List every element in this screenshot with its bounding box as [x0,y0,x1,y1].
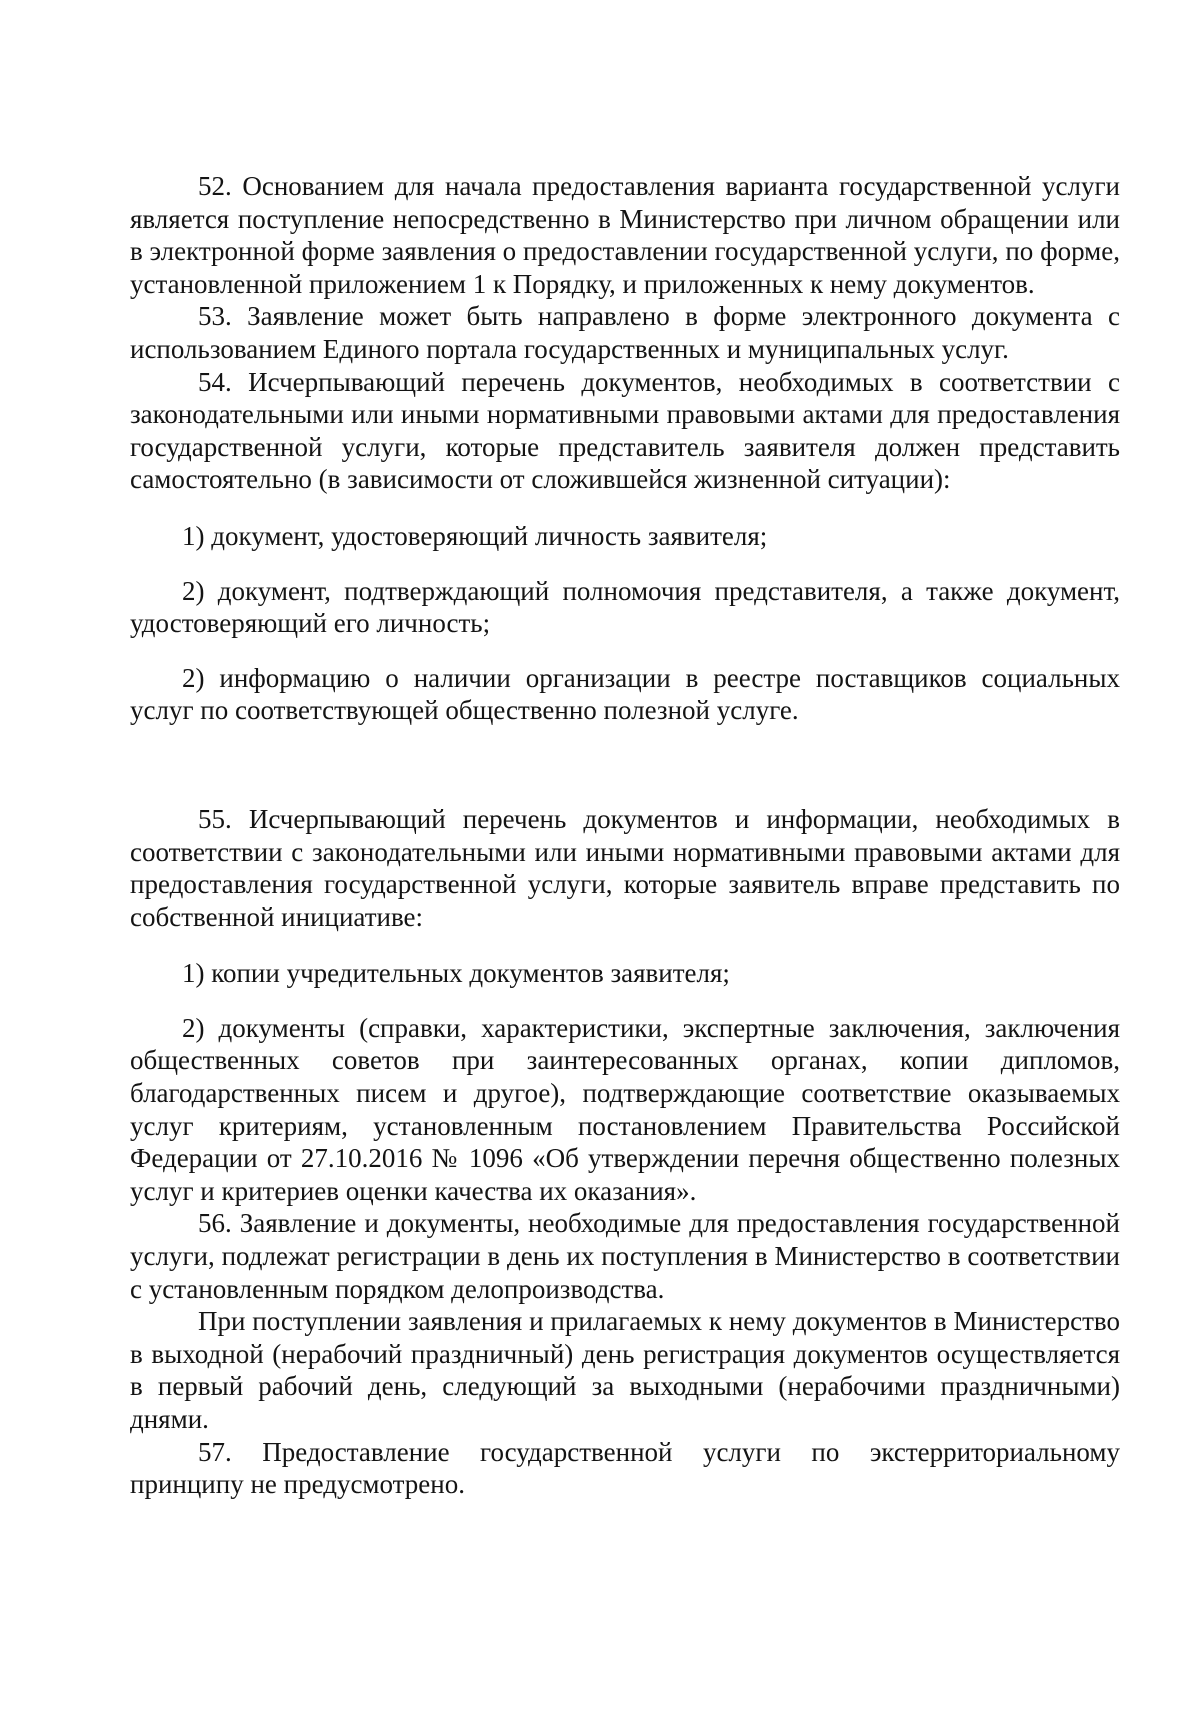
list-item-54-1: 1) документ, удостоверяющий личность заявителя; [182,520,768,551]
list-item-54-2: 2) документ, подтверждающий полномочия представителя, а также документ, удостоверяющий его личность; [130,575,1120,639]
paragraph-55: 55. Исчерпывающий перечень документов и информации, необходимых в соответствии с законодательными или иными нормативными правовыми актами для предоставления государственной услуги, которые заявитель вправе представить по собственной инициативе: [130,803,1120,932]
paragraph-53: 53. Заявление может быть направлено в форме электронного документа с использованием Единого портала государственных и муниципальных услуг. [130,301,1120,364]
paragraph-56: 56. Заявление и документы, необходимые для предоставления государственной услуги, подлежат регистрации в день их поступления в Министерство в соответствии с установленным порядком делопроизводства. [130,1208,1120,1304]
list-item-55-2: 2) документы (справки, характеристики, экспертные заключения, заключения общественных советов при заинтересованных органах, копии дипломов, благодарственных писем и другое), подтверждающие соответствие оказываемых услуг критериям, установленным постановлением Правительства Российской Федерации от 27.10.2016 № 1096 «Об утверждении перечня общественно полезных услуг и критериев оценки качества их оказания». [130,1012,1120,1206]
paragraph-56-continued: При поступлении заявления и прилагаемых к нему документов в Министерство в выходной (нерабочий праздничный) день регистрация документов осуществляется в первый рабочий день, следующий за выходными (нерабочими праздничными) днями. [130,1306,1120,1434]
paragraph-54: 54. Исчерпывающий перечень документов, необходимых в соответствии с законодательными или иными нормативными правовыми актами для предоставления государственной услуги, которые представитель заявителя должен представить самостоятельно (в зависимости от сложившейся жизненной ситуации): [130,366,1120,495]
paragraph-52: 52. Основанием для начала предоставления варианта государственной услуги является поступление непосредственно в Министерство при личном обращении или в электронной форме заявления о предоставлении государственной услуги, по форме, установленной приложением 1 к Порядку, и приложенных к нему документов. [130,171,1120,299]
document-body [130,170,1120,1501]
list-item-54-3: 2) информацию о наличии организации в реестре поставщиков социальных услуг по соответствующей общественно полезной услуге. [130,662,1120,726]
paragraph-57: 57. Предоставление государственной услуги по экстерриториальному принципу не предусмотрено. [130,1436,1120,1500]
list-item-55-1: 1) копии учредительных документов заявителя; [182,958,730,989]
